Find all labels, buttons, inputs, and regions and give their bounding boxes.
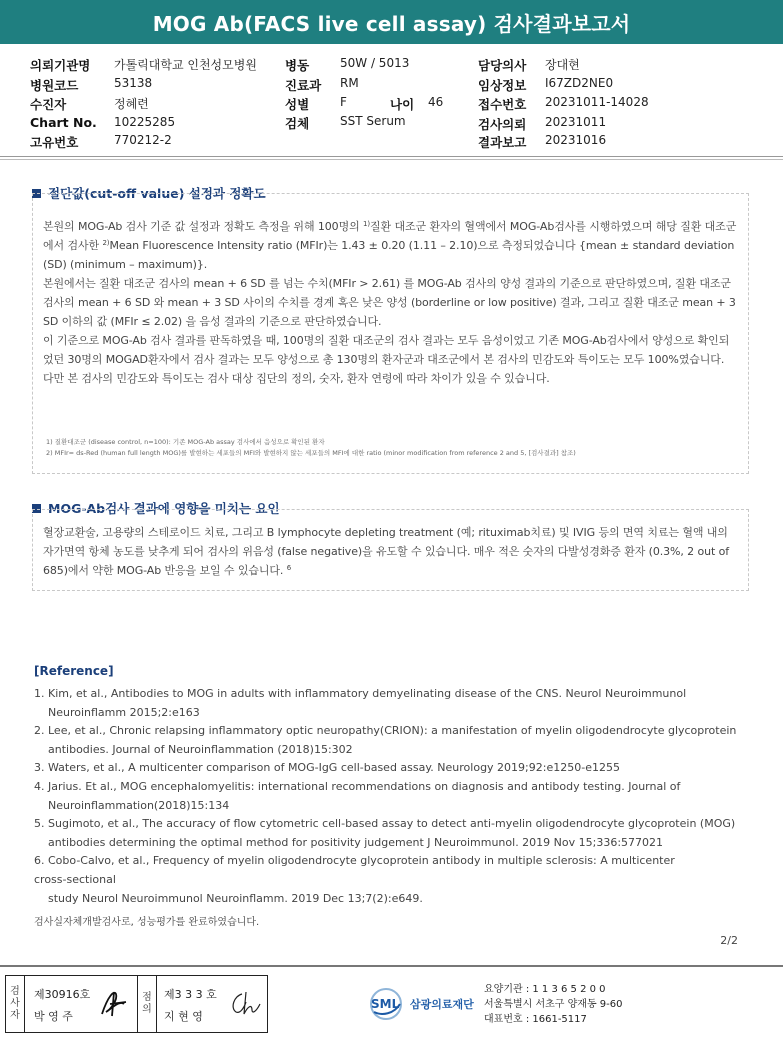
reference-item: 6. Cobo-Calvo, et al., Frequency of myelin oligodendrocyte glycoprotein antibody in multiple sclerosis: A multicenter bbox=[34, 854, 675, 868]
unique-label: 고유번호 bbox=[30, 135, 79, 150]
reference-title: [Reference] bbox=[34, 664, 114, 678]
cutoff-text bbox=[43, 217, 738, 388]
signature-box bbox=[5, 975, 268, 1033]
patient-value: 정혜련 bbox=[114, 97, 149, 111]
section-cutoff-title-text: 절단값(cut-off value) 설정과 정확도 bbox=[48, 186, 266, 201]
validation-note: 검사실자체개발검사로, 성능평가를 완료하였습니다. bbox=[34, 917, 260, 928]
reference-item-cont: Neuroinflammation(2018)15:134 bbox=[48, 798, 230, 812]
doctor-label: 담당의사 bbox=[478, 58, 527, 73]
footnote-ref: 1) bbox=[363, 220, 371, 228]
report-value: 20231016 bbox=[545, 133, 607, 147]
footnote-1: 1) 질환대조군 (disease control, n=100): 기존 MOG-Ab assay 검사에서 음성으로 확인된 환자 bbox=[46, 438, 325, 446]
cutoff-paragraph-3: 이 기준으로 MOG-Ab 검사 결과를 판독하였을 때, 100명의 질환 대조군의 검사 결과는 모두 음성이었고 기존 MOG-Ab검사에서 양성으로 확인되었던 30명의 MOGAD환자에서 검사 결과는 모두 양성으로 총 130명의 환자군과 대조군에서 본 검사의 민감도와 특이도는 모두 100%였습니다. 다만 본 검사의 민감도와 특이도는 검사 대상 집단의 정의, 숫자, 환자 연령에 따라 차이가 있을 수 있습니다. bbox=[43, 334, 730, 385]
reference-item-cont: antibodies determining the optimal method for positivity judgement J Neuroimmunol. 2019 Nov 15;336:577021 bbox=[48, 835, 664, 849]
reference-item: 2. Lee, et al., Chronic relapsing inflammatory optic neuropathy(CRION): a manifestation of myelin oligodendrocyte glycoprotein bbox=[34, 724, 737, 738]
report-label: 결과보고 bbox=[478, 135, 527, 150]
hospital-code-label: 병원코드 bbox=[30, 78, 79, 93]
approver-name: 지 현 영 bbox=[164, 1010, 203, 1023]
request-label: 검사의뢰 bbox=[478, 117, 527, 132]
specimen-label: 검체 bbox=[285, 116, 310, 131]
section-cutoff-box bbox=[32, 193, 749, 474]
clinical-value: I67ZD2NE0 bbox=[545, 76, 614, 90]
patient-label: 수진자 bbox=[30, 97, 67, 112]
sex-label: 성별 bbox=[285, 97, 310, 112]
reference-item: 4. Jarius. Et al., MOG encephalomyelitis: international recommendations on diagnosis and antibody testing. Journal of bbox=[34, 779, 681, 793]
factors-paragraph: 혈장교환술, 고용량의 스테로이드 치료, 그리고 B lymphocyte depleting treatment (예; rituximab치료) 및 IVIG 등의 면역 치료는 혈액 내의 자가면역 항체 농도를 낮추게 되어 검사의 위음성 (false negative)을 유도할 수 있습니다. 매우 적은 숫자의 다발성경화증 환자 (0.3%, 2 out of 685)에서 약한 MOG-Ab 반응을 보일 수 있습니다. $^6$ bbox=[43, 526, 729, 577]
footnote-2: 2) MFIr= ds-Red (human full length MOG)를 발현하는 세포들의 MFI와 발현하지 않는 세포들의 MFI에 대한 ratio (minor modification from reference 2 and 5, [검사결과] 참조) bbox=[46, 449, 576, 457]
age-label: 나이 bbox=[390, 97, 415, 112]
institution-label: 의뢰기관명 bbox=[30, 58, 91, 73]
sex-value: F bbox=[340, 95, 347, 109]
reference-item-cont: study Neurol Neuroimmunol Neuroinflamm. 2019 Dec 13;7(2):e649. bbox=[48, 891, 423, 905]
reference-item: 5. Sugimoto, et al., The accuracy of flow cytometric cell-based assay to detect anti-myelin oligodendrocyte glycoprotein (MOG) bbox=[34, 817, 736, 831]
receipt-label: 접수번호 bbox=[478, 97, 527, 112]
reference-list bbox=[34, 685, 754, 908]
org-phone: 대표번호 : 1661-5117 bbox=[484, 1014, 587, 1025]
approver-label: 점 의 bbox=[137, 976, 157, 1032]
cutoff-paragraph-2: 본원에서는 질환 대조군 검사의 mean + 6 SD 를 넘는 수치(MFIr > 2.61) 를 MOG-Ab 검사의 양성 결과의 기준으로 판단하였으며, 질환 대조군 검사의 mean + 6 SD 와 mean + 3 SD 사이의 수치를 경계 혹은 낮은 양성 (borderline or low positive) 결과, 그리고 질환 대조군 mean + 3 SD 이하의 값 (MFIr ≤ 2.02) 을 음성 결과의 기준으로 판단하였습니다. bbox=[43, 277, 736, 328]
age-value: 46 bbox=[428, 95, 444, 109]
ward-label: 병동 bbox=[285, 58, 310, 73]
sml-logo bbox=[368, 986, 474, 1022]
reference-item-cont: cross-sectional bbox=[34, 872, 116, 886]
divider bbox=[0, 156, 783, 157]
dept-value: RM bbox=[340, 76, 359, 90]
org-address: 서울특별시 서초구 양재동 9-60 bbox=[484, 999, 623, 1010]
reference-item: 1. Kim, et al., Antibodies to MOG in adults with inflammatory demyelinating disease of the CNS. Neurol Neuroimmunol bbox=[34, 687, 687, 700]
divider bbox=[0, 159, 783, 160]
unique-value: 770212-2 bbox=[114, 133, 172, 147]
ward-value: 50W / 5013 bbox=[340, 56, 410, 70]
section-factors-title-text: MOG-Ab검사 결과에 영향을 미치는 요인 bbox=[48, 501, 280, 516]
reference-item-cont: antibodies. Journal of Neuroinflammation (2018)15:302 bbox=[48, 742, 353, 756]
institution-value: 가톨릭대학교 인천성모병원 bbox=[114, 58, 257, 72]
approver-signature bbox=[228, 988, 262, 1020]
footnote-ref: 2) bbox=[102, 239, 110, 247]
doctor-value: 장대현 bbox=[545, 58, 580, 72]
section-factors-box bbox=[32, 509, 749, 591]
cutoff-paragraph-1: 본원의 MOG-Ab 검사 기준 값 설정과 정확도 측정을 위해 100명의 $^{1)}$질환 대조군 환자의 혈액에서 MOG-Ab검사를 시행하였으며 해당 질환 대조군에서 검사한 $^{2)}$Mean Fluorescence Intensity ratio (MFIr)는 1.43 ± 0.20 (1.11 – 2.10)으로 측정되었습니다 {mean ± standard deviation (SD) (minimum – maximum)}. bbox=[43, 220, 737, 271]
approver-number: 제3 3 3 호 bbox=[164, 988, 217, 1001]
org-code: 요양기관 : 1 1 3 6 5 2 0 0 bbox=[484, 984, 606, 995]
tester-label: 검 사 자 bbox=[6, 976, 25, 1032]
tester-signature bbox=[98, 986, 130, 1020]
clinical-label: 임상정보 bbox=[478, 78, 527, 93]
tester-name: 박 영 주 bbox=[34, 1010, 73, 1023]
request-value: 20231011 bbox=[545, 115, 607, 129]
chart-value: 10225285 bbox=[114, 115, 176, 129]
logo-text: SML bbox=[371, 997, 400, 1011]
footer-divider bbox=[0, 965, 783, 967]
sml-logo-icon bbox=[368, 986, 404, 1022]
footnotes bbox=[46, 437, 746, 459]
hospital-code-value: 53138 bbox=[114, 76, 153, 90]
reference-ref: 6 bbox=[286, 564, 292, 572]
org-info bbox=[484, 982, 623, 1027]
reference-item: 3. Waters, et al., A multicenter comparison of MOG-IgG cell-based assay. Neurology 2019;92:e1250-e1255 bbox=[34, 761, 620, 775]
report-title: MOG Ab(FACS live cell assay) 검사결과보고서 bbox=[0, 0, 783, 44]
specimen-value: SST Serum bbox=[340, 114, 406, 128]
dept-label: 진료과 bbox=[285, 78, 322, 93]
page-number: 2/2 bbox=[720, 934, 738, 947]
patient-info bbox=[0, 56, 783, 154]
factors-text bbox=[43, 523, 738, 580]
chart-label: Chart No. bbox=[30, 115, 97, 130]
tester-number: 제30916호 bbox=[34, 988, 91, 1001]
org-name: 삼광의료재단 bbox=[410, 998, 474, 1011]
reference-item-cont: Neuroinflamm 2015;2:e163 bbox=[48, 705, 200, 719]
receipt-value: 20231011-14028 bbox=[545, 95, 649, 109]
